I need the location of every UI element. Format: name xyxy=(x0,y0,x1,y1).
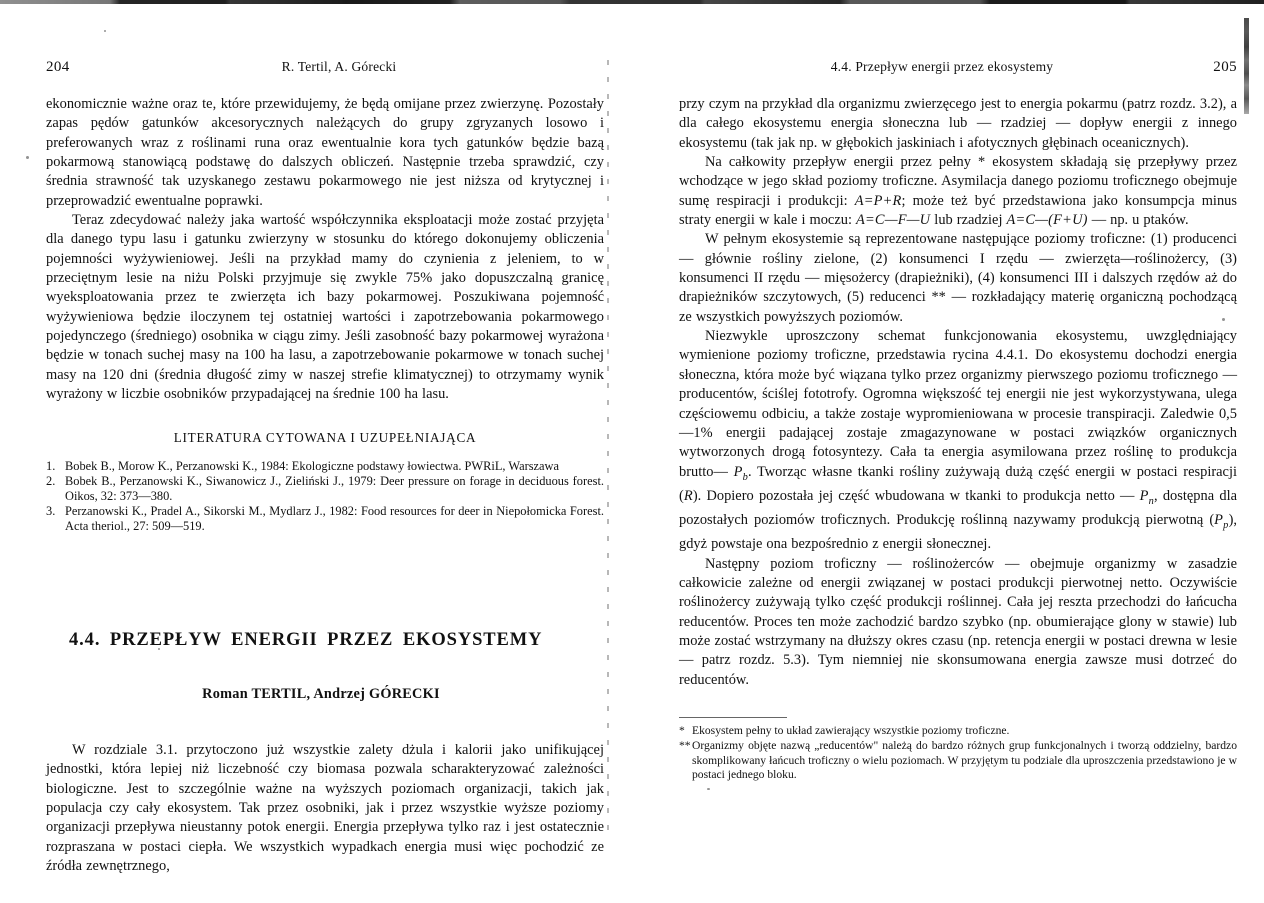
footnote-marker: * xyxy=(679,723,685,737)
paragraph-production xyxy=(679,327,1237,554)
right-body-text xyxy=(679,95,1237,690)
bibliography-entry-number: 2. xyxy=(46,473,56,488)
right-running-head-title: 4.4. Przepływ energii przez ekosystemy xyxy=(830,59,1054,74)
footnotes-block xyxy=(679,724,1237,783)
paragraph-assimilation xyxy=(679,153,1237,230)
footnote xyxy=(679,724,1237,738)
bibliography-entry xyxy=(46,459,604,474)
bibliography-entry xyxy=(46,474,604,504)
assimilation-text-before: Na całkowity przepływ energii przez pełny * ekosystem składają się przepływy przez wchodzące w jego skład poziomy troficzne. Asymilacja danego poziomu troficznego obejmuje sumę respiracji i produkcji: xyxy=(679,154,1237,209)
paragraph: przy czym na przykład dla organizmu zwierzęcego jest to energia pokarmu (patrz rozdz. 3.2), a dla całego ekosystemu energia słoneczna lub — rzadziej — dopływ energii z innego ekosystemu (tak jak np. w głębokich jaskiniach i afotycznych głębinach oceanicznych). xyxy=(679,96,1237,151)
production-part-5: ), gdyż powstaje ona bezpośrednio z energii słonecznej. xyxy=(679,511,1237,553)
production-part-4: , dostępna dla pozostałych poziomów troficznych. Produkcję roślinną nazywamy produkcją pierwotną ( xyxy=(679,487,1237,528)
symbol-produkcja-pierwotna: $P_p$ xyxy=(1214,511,1229,531)
section-authors: Roman TERTIL, Andrzej GÓRECKI xyxy=(202,685,440,702)
symbol-produkcja-brutto: $P_b$ xyxy=(733,463,748,483)
formula-assimilation-1: A=P+R xyxy=(854,192,902,209)
scan-top-edge-artifact xyxy=(0,0,1264,4)
symbol-respiracja: R xyxy=(683,487,693,504)
bibliography-entry-text: Perzanowski K., Pradel A., Sikorski M., Mydlarz J., 1982: Food resources for deer in Niepołomicka Forest. Acta theriol., 27: 509—519. xyxy=(65,503,604,533)
bibliography-entry-number: 3. xyxy=(46,503,56,518)
left-running-head-title: R. Tertil, A. Górecki xyxy=(281,59,397,74)
section-heading: 4.4. PRZEPŁYW ENERGII PRZEZ EKOSYSTEMY xyxy=(69,629,543,650)
scan-right-edge-artifact xyxy=(1244,18,1249,114)
symbol-produkcja-netto: $P_n$ xyxy=(1139,487,1155,507)
bibliography-entry xyxy=(46,504,604,534)
left-running-head xyxy=(46,52,604,82)
bibliography-entry-text: Bobek B., Perzanowski K., Siwanowicz J., Zieliński J., 1979: Deer pressure on forage in deciduous forest. Oikos, 32: 373—380. xyxy=(65,473,604,503)
bibliography-list xyxy=(46,459,604,534)
left-page-column xyxy=(46,52,604,876)
scan-gutter-line-artifact xyxy=(607,60,609,840)
paragraph: Teraz zdecydować należy jaka wartość współczynnika eksploatacji może zostać przyjęta dla danego typu lasu i gatunku zwierzyny w stosunku do którego dokonujemy obliczenia pojemności wyżywieniowej. Jeśli na przykład mamy do czynienia z jeleniem, to w przeciętnym lesie na niżu Polski przyjmuje się zwykle 75% jako dopuszczalną granicę wyeksploatowania przez te zwierzęta ich bazy pokarmowej. Poszukiwana pojemność wyżywieniowa będzie iloczynem tej ostatniej wartości i zapotrzebowania pokarmowego pojedynczego (średniego) osobnika w ciągu zimy. Jeśli zasobność bazy pokarmowej wyrażona będzie w tonach suchej masy na 100 ha lasu, a zapotrzebowanie pokarmowe w tonach suchej masy na 120 dni (średnia długość zimy w naszej strefie klimatycznej) to otrzymamy wynik wyrażony w liczbie osobników przypadającej na średnie 100 ha lasu. xyxy=(46,212,604,403)
footnote xyxy=(679,739,1237,782)
production-dash: — xyxy=(713,463,734,480)
production-intro: Niezwykle uproszczony schemat funkcjonowania ekosystemu, uwzględniający wymienione poziomy troficzne, przedstawia rycina 4.4.1. Do ekosystemu dochodzi energia słoneczna, która może być wiązana tylko przez organizmy pierwszego poziomu troficznego — producentów, ściślej fototrofy. Ogromna większość tej energii nie jest wykorzystywana, ulega częściowemu odbiciu, a także zostaje wypromieniowana w procesie transpiracji. Zaledwie 0,5—1% energii padającej zostaje zmagazynowane w postaci związków organicznych wytworzonych drogą fotosyntezy. Cała ta energia asymilowana przez roślinę to produkcja brutto xyxy=(679,328,1237,480)
paragraph: ekonomicznie ważne oraz te, które przewidujemy, że będą omijane przez zwierzynę. Pozostały zapas pędów gatunków akcesorycznych należących do grupy zgryzanych losowo i preferowanych wraz z roślinami runa oraz ewentualnie kora tych gatunków będzie bazą pokarmową stanowiącą podstawę do dalszych obliczeń. Następnie trzeba sprawdzić, czy średnia strawność tak uzyskanego zestawu pokarmowego nie jest niższa od krytycznej i przeprowadzić ewentualne poprawki. xyxy=(46,96,604,209)
right-running-head xyxy=(679,52,1237,82)
left-body-text xyxy=(46,95,604,405)
formula-assimilation-3: A=C—(F+U) xyxy=(1006,212,1088,229)
footnote-text: Organizmy objęte nazwą „reducentów" należą do bardzo różnych grup funkcjonalnych i tworzą oddzielny, bardzo skomplikowany łańcuch troficzny o wielu poziomach. W przyjętym tu podziale dla uproszczenia przedstawiono je w postaci jednego bloku. xyxy=(692,739,1237,782)
right-folio-number: 205 xyxy=(1213,59,1237,75)
bibliography-entry-number: 1. xyxy=(46,458,56,473)
scan-speck xyxy=(104,30,106,32)
production-part-3: ). Dopiero pozostała jej część wbudowana w tkanki to produkcja netto — xyxy=(692,487,1140,504)
bibliography-entry-text: Bobek B., Morow K., Perzanowski K., 1984: Ekologiczne podstawy łowiectwa. PWRiL, Warszawa xyxy=(65,458,559,473)
production-part-2: . Tworząc własne tkanki rośliny zużywają dużą część energii w postaci respiracji ( xyxy=(679,463,1237,504)
bibliography-title: LITERATURA CYTOWANA I UZUPEŁNIAJĄCA xyxy=(173,429,477,445)
spacer xyxy=(46,703,604,741)
footnote-text: Ekosystem pełny to układ zawierający wszystkie poziomy troficzne. xyxy=(692,723,1010,737)
assimilation-text-middle-2: lub rzadziej xyxy=(930,212,1007,229)
assimilation-text-middle: ; może też być przedstawiona jako konsumpcja minus straty energii w kale i moczu: xyxy=(679,192,1237,229)
assimilation-text-after: — np. u ptaków. xyxy=(1087,212,1189,229)
paragraph: W pełnym ekosystemie są reprezentowane następujące poziomy troficzne: (1) producenci — głównie rośliny zielone, (2) konsumenci I rzędu — zwierzęta—roślinożercy, (3) konsumenci II rzędu — mięsożercy (drapieżniki), (4) konsumenci III i dalszych rzędów aż do drapieżników szczytowych, (5) reducenci ** — rozkładający materię organiczną pochodzącą ze wszystkich powyższych poziomów. xyxy=(679,231,1237,325)
paragraph: W rozdziale 3.1. przytoczono już wszystkie zalety dżula i kalorii jako unifikującej jednostki, która lepiej niż liczebność czy biomasa pozwala scharakteryzować zależności biologiczne. Jest to szczególnie ważne na wyższych poziomach organizacji, takich jak populacja czy cały ekosystem. Tak przez osobniki, jak i przez wszystkie wyższe poziomy organizacji przepływa nieustanny potok energii. Energia przepływa tylko raz i jest ostatecznie rozpraszana w postaci ciepła. We wszystkich wypadkach energia musi więc pochodzić ze źródła zewnętrznego, xyxy=(46,741,604,875)
formula-assimilation-2: A=C—F—U xyxy=(856,212,931,229)
paragraph: Następny poziom troficzny — roślinożerców — obejmuje organizmy w zasadzie całkowicie zależne od energii związanej w postaci produkcji pierwotnej netto. Oczywiście roślinożercy zużywają tylko część produkcji roślinnej. Cała jej reszta przechodzi do łańcucha reducentów. Proces ten może zachodzić bardzo szybko (np. obumierające glony w stawie) lub może zostać wstrzymany na dłuższy okres czasu (np. retencja energii w postaci drewna w lesie — patrz rozdz. 5.3). Tym niemniej nie skonsumowana energia zawsze musi dotrzeć do reducentów. xyxy=(679,555,1237,688)
scan-speck xyxy=(26,156,29,159)
scan-speck xyxy=(707,788,710,790)
left-section-body-text xyxy=(46,741,604,876)
footnote-separator-rule xyxy=(679,717,787,718)
footnote-marker: ** xyxy=(679,739,691,753)
left-folio-number: 204 xyxy=(46,59,70,75)
right-page-column xyxy=(679,52,1237,784)
